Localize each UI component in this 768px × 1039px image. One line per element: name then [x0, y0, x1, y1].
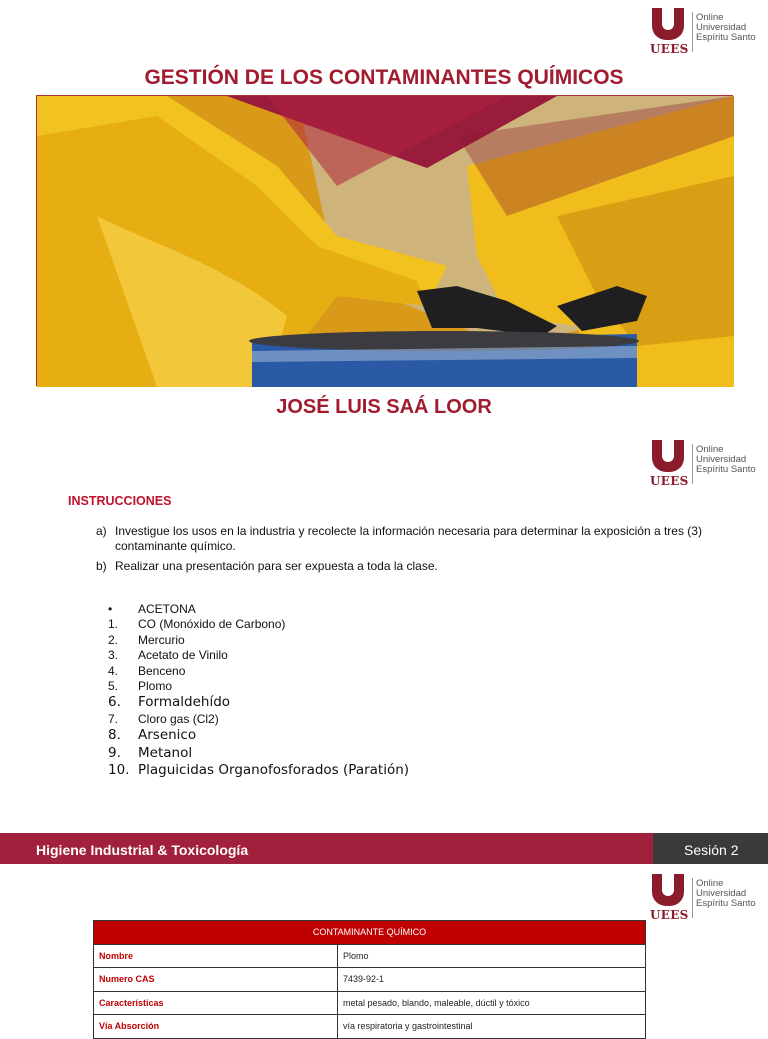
hazmat-photo — [36, 95, 733, 386]
logo-text — [696, 13, 756, 43]
contaminant-list — [108, 602, 608, 779]
list-marker: 6. — [108, 694, 121, 711]
list-marker: 3. — [108, 648, 119, 663]
row-key: Numero CAS — [94, 968, 338, 992]
logo-mark — [650, 8, 688, 58]
uees-logo — [650, 8, 756, 58]
logo-brand: UEES — [650, 42, 689, 56]
logo-line-3: Espíritu Santo — [696, 898, 756, 909]
table-header: CONTAMINANTE QUÍMICO — [94, 921, 646, 945]
logo-line-3: Espíritu Santo — [696, 464, 756, 475]
list-text: Plomo — [138, 679, 173, 694]
logo-line-1: Online — [696, 878, 724, 889]
table-row — [94, 968, 646, 992]
list-item — [108, 648, 608, 663]
list-marker: • — [108, 602, 113, 616]
list-item — [108, 727, 608, 744]
list-item — [108, 664, 608, 679]
table-row — [94, 944, 646, 968]
row-key: Características — [94, 991, 338, 1015]
list-item — [108, 694, 608, 711]
session-label: Sesión 2 — [684, 842, 739, 858]
instruction-text: Investigue los usos en la industria y recolecte la información necesaria para determinar la exposición a tres (3) contaminante químico. — [115, 524, 702, 553]
logo-text — [696, 879, 756, 909]
list-text: Metanol — [138, 744, 193, 761]
list-item — [108, 617, 608, 632]
instruction-marker: a) — [96, 524, 107, 538]
instruction-item — [96, 559, 716, 574]
footer-bar — [0, 833, 768, 866]
list-item — [108, 712, 608, 727]
row-value: Plomo — [338, 944, 646, 968]
instructions-list — [96, 524, 716, 579]
logo-brand: UEES — [650, 474, 689, 488]
logo-line-2: Universidad — [696, 454, 747, 465]
row-key: Vía Absorción — [94, 1015, 338, 1039]
list-text: Arsenico — [138, 727, 197, 744]
logo-text — [696, 445, 756, 475]
hazmat-illustration — [37, 96, 734, 387]
list-marker: 7. — [108, 711, 119, 726]
instruction-item — [96, 524, 716, 554]
session-badge — [653, 833, 768, 866]
logo-mark — [650, 874, 688, 924]
list-item — [108, 745, 608, 762]
list-text: Mercurio — [138, 632, 185, 647]
table-header-row — [94, 921, 646, 945]
list-text: Plaguicidas Organofosforados (Paratión) — [138, 762, 410, 779]
slide-3 — [0, 864, 768, 1032]
slide-title: GESTIÓN DE LOS CONTAMINANTES QUÍMICOS — [144, 66, 624, 89]
list-text: CO (Monóxido de Carbono) — [138, 617, 286, 632]
slide-1 — [0, 0, 768, 432]
instructions-heading: INSTRUCCIONES — [68, 494, 172, 508]
list-item — [108, 633, 608, 648]
course-name: Higiene Industrial & Toxicología — [36, 842, 249, 858]
list-text: Benceno — [138, 663, 186, 678]
row-key: Nombre — [94, 944, 338, 968]
list-text: Formaldehído — [138, 694, 231, 711]
list-marker: 10. — [108, 762, 130, 779]
table-row — [94, 1015, 646, 1039]
row-value: vía respiratoria y gastrointestinal — [338, 1015, 646, 1039]
row-value: metal pesado, blando, maleable, dúctil y tóxico — [338, 991, 646, 1015]
instruction-marker: b) — [96, 559, 107, 573]
list-text: ACETONA — [138, 602, 196, 616]
list-marker: 5. — [108, 679, 119, 694]
contaminant-table — [93, 920, 646, 1039]
list-marker: 9. — [108, 744, 121, 761]
logo-line-1: Online — [696, 444, 724, 455]
list-marker: 4. — [108, 663, 119, 678]
list-marker: 1. — [108, 617, 119, 632]
list-item — [108, 762, 608, 779]
logo-line-3: Espíritu Santo — [696, 32, 756, 43]
list-marker: 8. — [108, 727, 121, 744]
list-item — [108, 602, 608, 617]
logo-line-1: Online — [696, 12, 724, 23]
logo-brand: UEES — [650, 908, 689, 922]
logo-line-2: Universidad — [696, 888, 747, 899]
uees-logo — [650, 440, 756, 490]
row-value: 7439-92-1 — [338, 968, 646, 992]
logo-line-2: Universidad — [696, 22, 747, 33]
list-text: Acetato de Vinilo — [138, 648, 228, 663]
slide-2 — [0, 432, 768, 864]
logo-mark — [650, 440, 688, 490]
author-name: JOSÉ LUIS SAÁ LOOR — [276, 396, 492, 418]
list-item — [108, 679, 608, 694]
table-row — [94, 991, 646, 1015]
list-text: Cloro gas (Cl2) — [138, 711, 219, 726]
instruction-text: Realizar una presentación para ser expuesta a toda la clase. — [115, 559, 438, 573]
list-marker: 2. — [108, 632, 119, 647]
uees-logo — [650, 874, 756, 924]
